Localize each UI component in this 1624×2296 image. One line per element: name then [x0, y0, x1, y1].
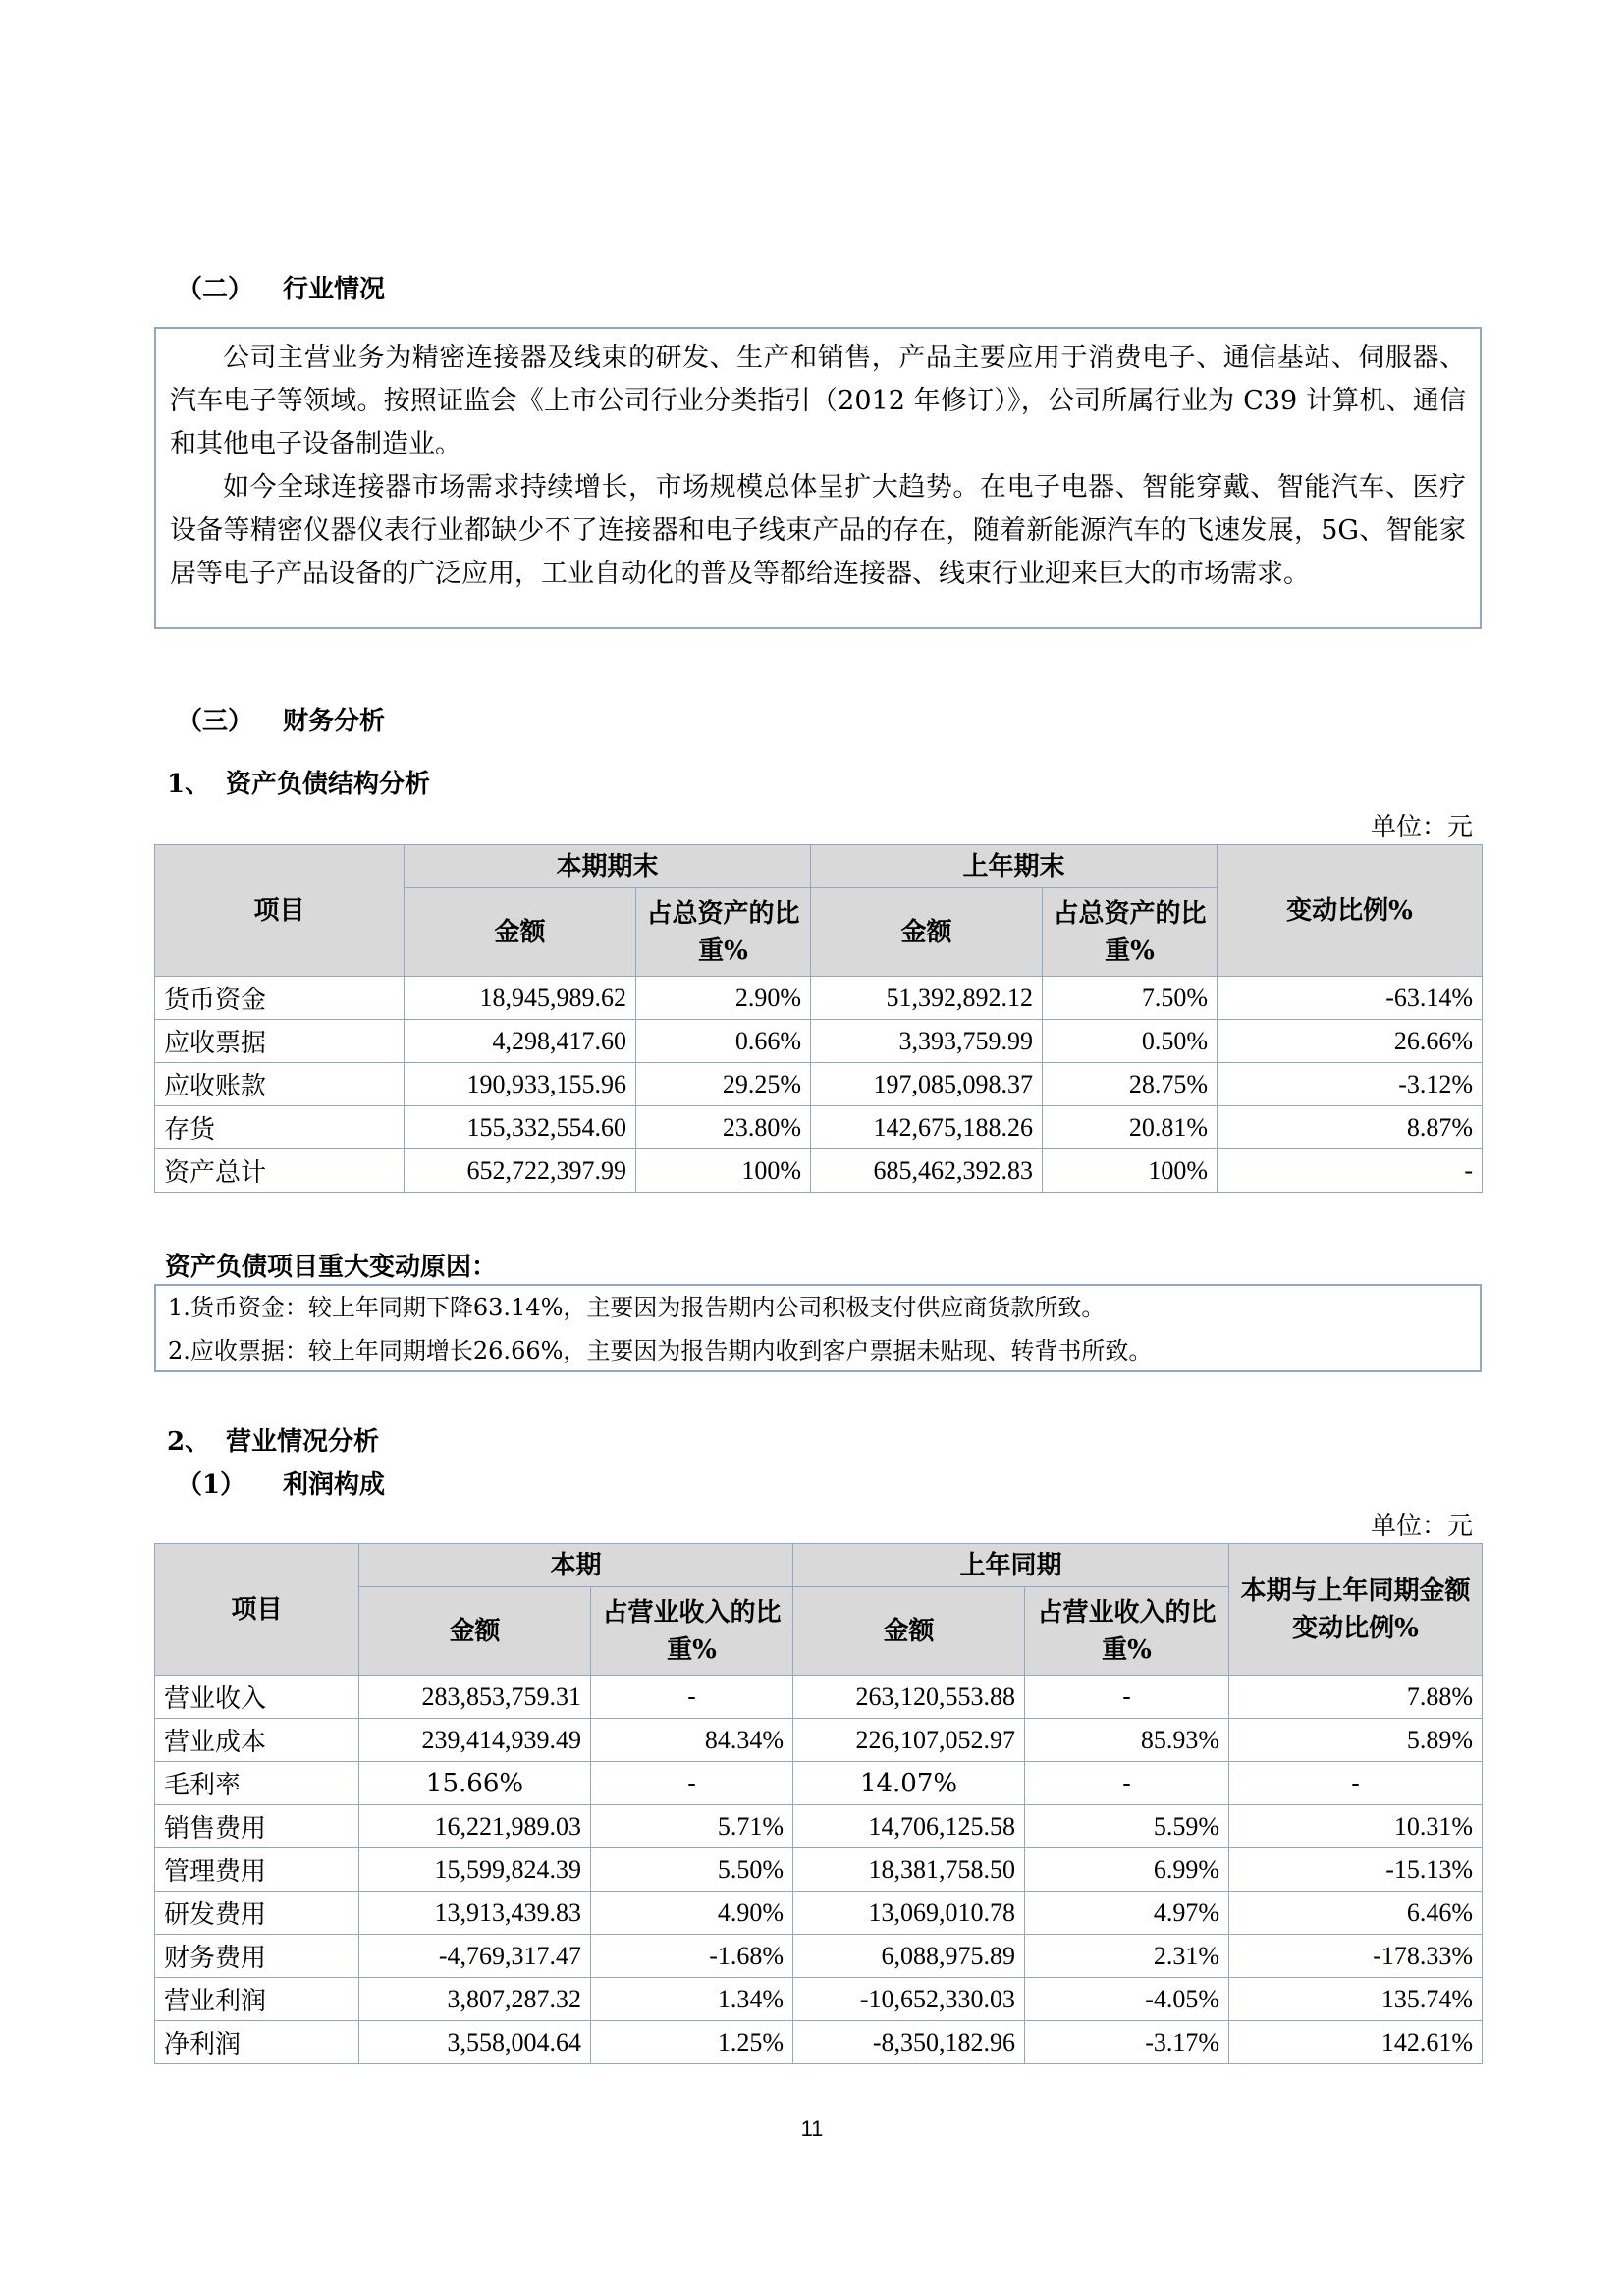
row-item: 财务费用: [155, 1935, 359, 1978]
current-amount: 239,414,939.49: [359, 1719, 591, 1762]
current-ratio: 4.90%: [591, 1892, 793, 1935]
current-amount: 283,853,759.31: [359, 1676, 591, 1719]
current-ratio: 1.25%: [591, 2021, 793, 2064]
section-number: （二）: [177, 275, 254, 304]
reasons-box: [154, 1284, 1482, 1372]
row-item: 营业成本: [155, 1719, 359, 1762]
table-row: [155, 1978, 1483, 2021]
change-ratio: 10.31%: [1229, 1805, 1483, 1848]
prior-ratio: 100%: [1043, 1149, 1218, 1193]
table-row: [155, 1892, 1483, 1935]
section-title: 财务分析: [283, 707, 386, 736]
current-ratio: 1.34%: [591, 1978, 793, 2021]
table-row: [155, 1106, 1483, 1149]
prior-amount: -10,652,330.03: [793, 1978, 1025, 2021]
header-amount: 金额: [359, 1587, 591, 1676]
current-ratio: -: [591, 1762, 793, 1805]
row-item: 资产总计: [155, 1149, 405, 1193]
header-prior-period: 上年期末: [811, 845, 1218, 888]
change-ratio: 135.74%: [1229, 1978, 1483, 2021]
prior-amount: 685,462,392.83: [811, 1149, 1043, 1193]
table-row: [155, 977, 1483, 1020]
table-row: [155, 1848, 1483, 1892]
prior-ratio: 4.97%: [1025, 1892, 1229, 1935]
prior-amount: 6,088,975.89: [793, 1935, 1025, 1978]
section-heading-industry: [177, 269, 385, 305]
current-amount: 190,933,155.96: [405, 1063, 636, 1106]
unit-label: 单位：元: [1370, 813, 1473, 842]
header-item: 项目: [155, 1544, 359, 1676]
prior-ratio: 7.50%: [1043, 977, 1218, 1020]
table-row: [155, 1063, 1483, 1106]
prior-amount: 197,085,098.37: [811, 1063, 1043, 1106]
current-ratio: 29.25%: [636, 1063, 811, 1106]
change-ratio: 7.88%: [1229, 1676, 1483, 1719]
prior-ratio: 6.99%: [1025, 1848, 1229, 1892]
header-change: 变动比例%: [1218, 845, 1483, 977]
header-ratio: 占营业收入的比重%: [1025, 1587, 1229, 1676]
header-ratio: 占营业收入的比重%: [591, 1587, 793, 1676]
section-title: 行业情况: [283, 275, 386, 304]
row-item: 净利润: [155, 2021, 359, 2064]
table-row: [155, 1149, 1483, 1193]
row-item: 研发费用: [155, 1892, 359, 1935]
industry-paragraph-1: 公司主营业务为精密连接器及线束的研发、生产和销售，产品主要应用于消费电子、通信基站、伺服器、汽车电子等领域。按照证监会《上市公司行业分类指引（2012 年修订）》，公司所属行业为 C39 计算机、通信和其他电子设备制造业。: [170, 343, 1466, 459]
prior-ratio: 5.59%: [1025, 1805, 1229, 1848]
prior-ratio: 2.31%: [1025, 1935, 1229, 1978]
subsection-number: 2、: [167, 1427, 211, 1457]
prior-ratio: 20.81%: [1043, 1106, 1218, 1149]
page-number: 11: [800, 2116, 824, 2141]
current-amount: 13,913,439.83: [359, 1892, 591, 1935]
current-amount: 652,722,397.99: [405, 1149, 636, 1193]
change-ratio: 5.89%: [1229, 1719, 1483, 1762]
current-amount: -4,769,317.47: [359, 1935, 591, 1978]
row-item: 销售费用: [155, 1805, 359, 1848]
prior-amount: 13,069,010.78: [793, 1892, 1025, 1935]
current-ratio: -1.68%: [591, 1935, 793, 1978]
table-row: [155, 1719, 1483, 1762]
prior-amount: 14,706,125.58: [793, 1805, 1025, 1848]
change-ratio: -63.14%: [1218, 977, 1483, 1020]
industry-paragraph-2: 如今全球连接器市场需求持续增长，市场规模总体呈扩大趋势。在电子电器、智能穿戴、智能汽车、医疗设备等精密仪器仪表行业都缺少不了连接器和电子线束产品的存在，随着新能源汽车的飞速发展，5G、智能家居等电子产品设备的广泛应用，工业自动化的普及等都给连接器、线束行业迎来巨大的市场需求。: [170, 472, 1466, 589]
prior-amount: 14.07%: [793, 1762, 1025, 1805]
header-change: 本期与上年同期金额变动比例%: [1229, 1544, 1483, 1676]
reason-item: 2.应收票据：较上年同期增长26.66%，主要因为报告期内收到客户票据未贴现、转背书所致。: [168, 1337, 1153, 1364]
subsection-title: 营业情况分析: [226, 1427, 380, 1457]
current-ratio: 84.34%: [591, 1719, 793, 1762]
header-amount: 金额: [811, 888, 1043, 977]
prior-ratio: -: [1025, 1676, 1229, 1719]
change-ratio: 8.87%: [1218, 1106, 1483, 1149]
subsection-number: 1、: [167, 770, 211, 799]
change-ratio: 6.46%: [1229, 1892, 1483, 1935]
prior-amount: 3,393,759.99: [811, 1020, 1043, 1063]
prior-ratio: -: [1025, 1762, 1229, 1805]
subsection-title: 利润构成: [283, 1470, 386, 1500]
current-ratio: 23.80%: [636, 1106, 811, 1149]
current-ratio: 0.66%: [636, 1020, 811, 1063]
change-ratio: -: [1229, 1762, 1483, 1805]
current-ratio: 5.50%: [591, 1848, 793, 1892]
reason-item: 1.货币资金：较上年同期下降63.14%，主要因为报告期内公司积极支付供应商货款所致。: [168, 1294, 1106, 1321]
prior-amount: 226,107,052.97: [793, 1719, 1025, 1762]
table-row: [155, 1762, 1483, 1805]
table-row: [155, 2021, 1483, 2064]
current-amount: 155,332,554.60: [405, 1106, 636, 1149]
table-row: [155, 1020, 1483, 1063]
prior-amount: -8,350,182.96: [793, 2021, 1025, 2064]
prior-ratio: 85.93%: [1025, 1719, 1229, 1762]
current-amount: 4,298,417.60: [405, 1020, 636, 1063]
subsection-heading-operations: [167, 1421, 379, 1458]
change-ratio: -178.33%: [1229, 1935, 1483, 1978]
subsection-title: 资产负债结构分析: [226, 770, 431, 799]
subsection-number: （1）: [177, 1470, 246, 1500]
row-item: 管理费用: [155, 1848, 359, 1892]
header-item: 项目: [155, 845, 405, 977]
change-ratio: -15.13%: [1229, 1848, 1483, 1892]
current-amount: 18,945,989.62: [405, 977, 636, 1020]
current-amount: 3,558,004.64: [359, 2021, 591, 2064]
industry-text-box: [154, 327, 1482, 629]
current-amount: 3,807,287.32: [359, 1978, 591, 2021]
row-item: 营业利润: [155, 1978, 359, 2021]
prior-amount: 263,120,553.88: [793, 1676, 1025, 1719]
table-row: [155, 1805, 1483, 1848]
change-ratio: -: [1218, 1149, 1483, 1193]
row-item: 应收账款: [155, 1063, 405, 1106]
header-current-period: 本期: [359, 1544, 793, 1587]
change-ratio: -3.12%: [1218, 1063, 1483, 1106]
header-amount: 金额: [793, 1587, 1025, 1676]
row-item: 货币资金: [155, 977, 405, 1020]
subsection-heading-balance: [167, 764, 430, 800]
header-amount: 金额: [405, 888, 636, 977]
prior-ratio: -3.17%: [1025, 2021, 1229, 2064]
header-current-period: 本期期末: [405, 845, 811, 888]
header-prior-period: 上年同期: [793, 1544, 1229, 1587]
prior-ratio: 28.75%: [1043, 1063, 1218, 1106]
current-ratio: -: [591, 1676, 793, 1719]
change-ratio: 26.66%: [1218, 1020, 1483, 1063]
current-ratio: 100%: [636, 1149, 811, 1193]
prior-amount: 18,381,758.50: [793, 1848, 1025, 1892]
current-amount: 16,221,989.03: [359, 1805, 591, 1848]
profit-structure-table: [154, 1543, 1483, 2064]
subsection-heading-profit: [177, 1465, 385, 1501]
header-ratio: 占总资产的比重%: [1043, 888, 1218, 977]
current-amount: 15,599,824.39: [359, 1848, 591, 1892]
table-row: [155, 1676, 1483, 1719]
prior-ratio: 0.50%: [1043, 1020, 1218, 1063]
table-row: [155, 1935, 1483, 1978]
unit-label: 单位：元: [1370, 1512, 1473, 1541]
reasons-title: 资产负债项目重大变动原因：: [165, 1253, 498, 1282]
section-heading-finance: [177, 701, 385, 737]
prior-amount: 142,675,188.26: [811, 1106, 1043, 1149]
prior-ratio: -4.05%: [1025, 1978, 1229, 2021]
header-ratio: 占总资产的比重%: [636, 888, 811, 977]
change-ratio: 142.61%: [1229, 2021, 1483, 2064]
current-ratio: 2.90%: [636, 977, 811, 1020]
row-item: 应收票据: [155, 1020, 405, 1063]
row-item: 营业收入: [155, 1676, 359, 1719]
balance-structure-table: [154, 844, 1483, 1193]
current-amount: 15.66%: [359, 1762, 591, 1805]
row-item: 毛利率: [155, 1762, 359, 1805]
row-item: 存货: [155, 1106, 405, 1149]
prior-amount: 51,392,892.12: [811, 977, 1043, 1020]
current-ratio: 5.71%: [591, 1805, 793, 1848]
section-number: （三）: [177, 707, 254, 736]
